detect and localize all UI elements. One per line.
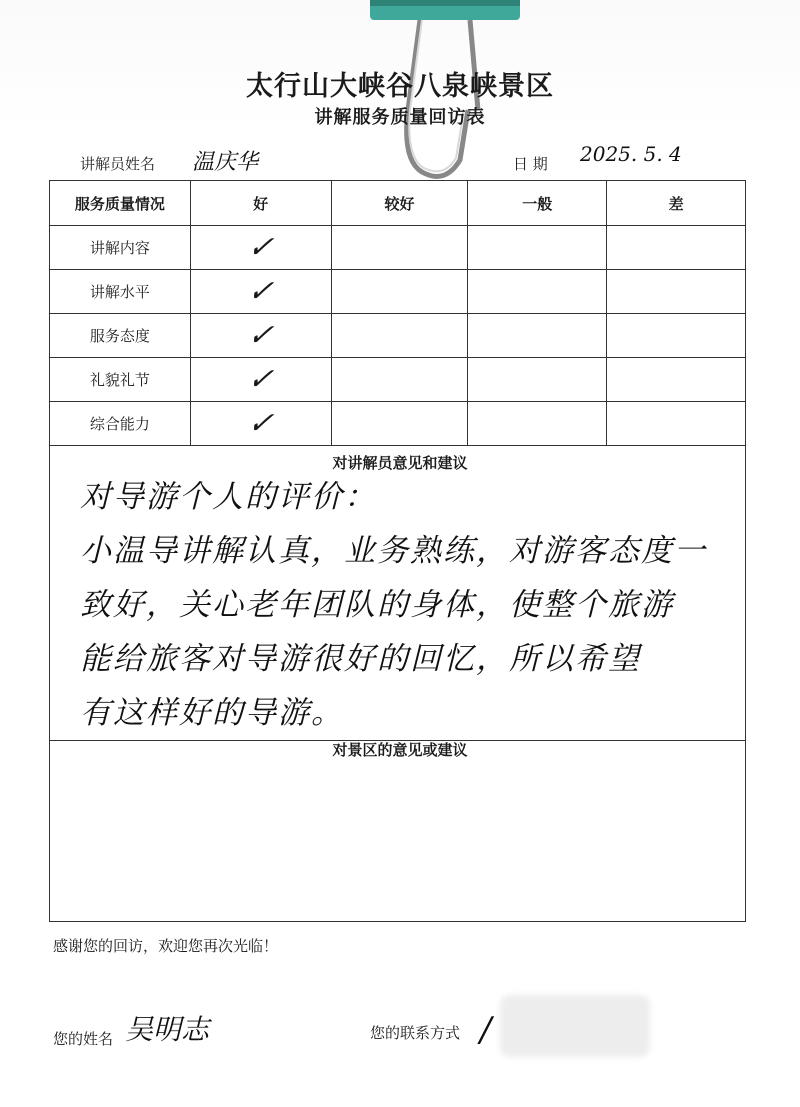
guide-feedback-title: 对讲解员意见和建议 <box>332 454 468 472</box>
check-mark-icon: ✓ <box>245 405 276 441</box>
feedback-line: 有这样好的导游。 <box>80 695 344 731</box>
row-label: 讲解水平 <box>50 270 191 314</box>
header-good: 好 <box>190 181 331 226</box>
feedback-line: 能给旅客对导游很好的回忆，所以希望 <box>80 641 641 677</box>
check-mark-icon: ✓ <box>245 273 276 309</box>
guide-name-value: 温庆华 <box>192 150 259 175</box>
guide-feedback-text <box>80 470 750 740</box>
feedback-line: 致好，关心老年团队的身体，使整个旅游 <box>80 587 674 623</box>
contact-label: 您的联系方式 <box>370 1024 461 1042</box>
visitor-name-value: 吴明志 <box>125 1013 210 1046</box>
row-label: 综合能力 <box>50 402 191 446</box>
table-row <box>50 402 746 446</box>
header-fairly-good: 较好 <box>331 181 468 226</box>
date-label: 日 期 <box>513 155 548 173</box>
check-mark-icon: ✓ <box>245 361 276 397</box>
table-row <box>50 270 746 314</box>
row-label: 服务态度 <box>50 314 191 358</box>
table-row <box>50 226 746 270</box>
row-label: 礼貌礼节 <box>50 358 191 402</box>
check-mark-icon: ✓ <box>245 317 276 353</box>
header-poor: 差 <box>607 181 746 226</box>
header-average: 一般 <box>468 181 607 226</box>
table-header-row <box>50 181 746 226</box>
table-row <box>50 314 746 358</box>
visitor-name-label: 您的姓名 <box>53 1030 114 1048</box>
scenic-feedback-title: 对景区的意见或建议 <box>332 741 468 759</box>
quality-table <box>49 180 746 446</box>
table-row <box>50 358 746 402</box>
form-subtitle: 讲解服务质量回访表 <box>314 107 486 128</box>
feedback-line: 对导游个人的评价： <box>80 479 377 515</box>
check-mark-icon: ✓ <box>245 229 276 265</box>
guide-name-label: 讲解员姓名 <box>80 155 156 173</box>
feedback-line: 小温导讲解认真，业务熟练，对游客态度一 <box>80 533 707 569</box>
date-value: 2025. 5. 4 <box>580 142 682 166</box>
form-title: 太行山大峡谷八泉峡景区 <box>246 71 554 102</box>
header-service-quality: 服务质量情况 <box>50 181 191 226</box>
contact-value: / <box>480 1010 492 1050</box>
thanks-message: 感谢您的回访，欢迎您再次光临！ <box>53 937 279 955</box>
row-label: 讲解内容 <box>50 226 191 270</box>
redacted-contact <box>500 995 650 1057</box>
